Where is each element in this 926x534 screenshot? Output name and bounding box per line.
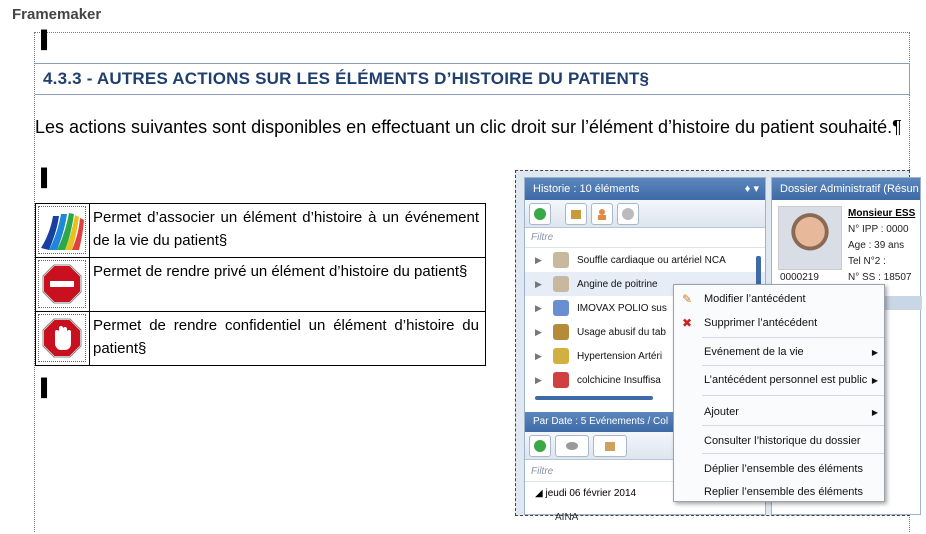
submenu-arrow-icon: ▶ <box>871 347 878 357</box>
menu-item-label: L’antécédent personnel est public <box>704 374 868 386</box>
admin-panel-title: Dossier Administratif (Résun <box>780 183 919 195</box>
menu-item-expand-all[interactable] <box>674 458 884 480</box>
history-toolbar <box>525 200 765 228</box>
patient-avatar <box>778 206 842 270</box>
history-filter-input[interactable]: Filtre <box>525 228 765 248</box>
context-menu <box>673 284 885 502</box>
life-event-icon <box>38 206 86 254</box>
admin-panel-header <box>772 178 920 200</box>
menu-item-life-event[interactable] <box>674 341 884 363</box>
date-group-label: jeudi 06 février 2014 <box>545 488 637 499</box>
table-cell-text: Permet d’associer un élément d’histoire à un événement de la vie du patient§ <box>90 204 486 258</box>
warning-icon <box>553 348 569 364</box>
app-title: Framemaker <box>12 6 102 23</box>
history-item-label: Souffle cardiaque ou artériel NCA <box>577 254 726 266</box>
history-item-label: colchicine Insuffisa <box>577 374 661 386</box>
anchor-mark: ▐ <box>35 378 48 397</box>
history-item-label: Angine de poitrine <box>577 278 658 290</box>
history-row[interactable] <box>525 248 765 272</box>
patient-name: Monsieur ESS <box>848 208 916 219</box>
section-heading-box <box>35 63 910 95</box>
no-entry-icon <box>38 260 86 308</box>
menu-item-label: Replier l’ensemble des éléments <box>704 486 863 498</box>
menu-separator <box>702 337 884 338</box>
by-date-filter-input[interactable]: Filtre <box>525 464 765 482</box>
history-item-label: Usage abusif du tab <box>577 326 666 338</box>
horizontal-scrollbar[interactable] <box>535 396 653 400</box>
history-item-icon <box>553 300 569 316</box>
patient-age: Age : 39 ans <box>848 240 905 251</box>
table-row <box>36 258 486 312</box>
menu-separator <box>702 365 884 366</box>
history-item-icon <box>553 252 569 268</box>
globe-icon[interactable] <box>617 203 639 225</box>
history-item-label: Hypertension Artéri <box>577 350 663 362</box>
table-row <box>36 204 486 258</box>
menu-item-add[interactable] <box>674 401 884 423</box>
pin-icon[interactable]: ⁠♦ ▾ <box>744 183 759 195</box>
patient-id: 0000219 <box>780 272 819 283</box>
section-heading: 4.3.3 - AUTRES ACTIONS SUR LES ÉLÉMENTS D’HISTOIRE DU PATIENT§ <box>43 69 650 88</box>
table-cell-text: Permet de rendre privé un élément d’histoire du patient§ <box>90 258 486 312</box>
menu-item-label: Evénement de la vie <box>704 346 804 358</box>
anchor-mark: ▐ <box>35 168 48 187</box>
expand-arrow-icon[interactable]: ▶ <box>535 302 542 313</box>
refresh-icon[interactable] <box>529 203 551 225</box>
menu-item-label: Ajouter <box>704 406 739 418</box>
menu-item-collapse-all[interactable] <box>674 481 884 503</box>
history-item-label: IMOVAX POLIO sus <box>577 302 667 314</box>
stop-hand-icon <box>38 314 86 362</box>
patient-tel: Tel N°2 : <box>848 256 886 267</box>
menu-item-label: Supprimer l’antécédent <box>704 317 818 329</box>
menu-item-label: Consulter l’historique du dossier <box>704 435 861 447</box>
expand-arrow-icon[interactable]: ▶ <box>535 350 542 361</box>
anchor-mark: ▐ <box>35 30 48 49</box>
menu-item-label: Modifier l’antécédent <box>704 293 806 305</box>
menu-item-delete[interactable] <box>674 312 884 334</box>
menu-item-label: Déplier l’ensemble des éléments <box>704 463 863 475</box>
menu-separator <box>702 425 884 426</box>
refresh-icon[interactable] <box>529 435 551 457</box>
person-icon[interactable] <box>591 203 613 225</box>
expand-arrow-icon[interactable]: ▶ <box>535 278 542 289</box>
menu-separator <box>702 453 884 454</box>
sort-icon[interactable] <box>565 203 587 225</box>
submenu-arrow-icon: ▶ <box>871 375 878 385</box>
patient-ipp: N° IPP : 0000 <box>848 224 909 235</box>
by-date-panel-title: Par Date : 5 Evénements / Col <box>525 412 765 432</box>
history-panel-title: Historie : 10 éléments <box>533 183 640 195</box>
expand-arrow-icon[interactable]: ▶ <box>535 326 542 337</box>
date-group-row[interactable]: ◢ jeudi 06 février 2014 <box>535 488 637 499</box>
history-item-icon <box>553 324 569 340</box>
table-cell-text: Permet de rendre confidentiel un élément d’histoire du patient§ <box>90 312 486 366</box>
menu-item-public[interactable] <box>674 369 884 391</box>
intro-paragraph: Les actions suivantes sont disponibles en effectuant un clic droit sur l’élément d’histoire du patient souhaité.¶ <box>35 117 902 137</box>
delete-icon: ✖ <box>682 316 693 330</box>
pill-icon <box>553 372 569 388</box>
history-item-icon <box>553 276 569 292</box>
patient-ss: N° SS : 18507 <box>848 272 912 283</box>
menu-separator <box>702 395 884 396</box>
history-panel-header <box>525 178 765 200</box>
menu-item-history[interactable] <box>674 430 884 452</box>
date-child-row[interactable]: AINA <box>555 512 579 523</box>
sort-icon[interactable] <box>593 435 627 457</box>
edit-icon: ✎ <box>682 292 693 306</box>
expand-arrow-icon[interactable]: ▶ <box>535 374 542 385</box>
actions-table <box>35 203 486 366</box>
expand-arrow-icon[interactable]: ▶ <box>535 254 542 265</box>
submenu-arrow-icon: ▶ <box>871 407 878 417</box>
menu-item-edit[interactable] <box>674 288 884 310</box>
table-row <box>36 312 486 366</box>
view-icon[interactable] <box>555 435 589 457</box>
